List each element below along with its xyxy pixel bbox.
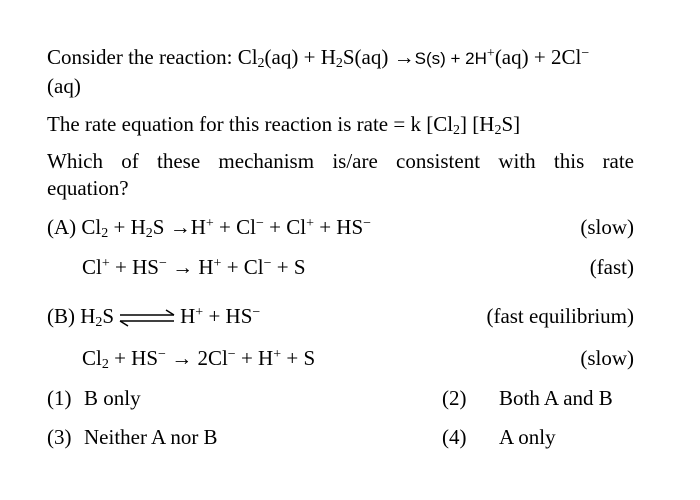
superscript: + (205, 216, 214, 231)
text: H (198, 255, 214, 279)
reaction-arrow: → (166, 255, 199, 279)
text: + Cl (213, 215, 256, 239)
question-line: Which of these mechanism is/are consistent with this rate (47, 149, 634, 173)
subscript: 2 (257, 56, 265, 71)
text: The rate equation for this reaction is rate = k [Cl (47, 112, 454, 136)
text: 2Cl (197, 346, 228, 370)
reaction-arrow: → (393, 45, 415, 69)
mechanism-b-step1-rate: (fast equilibrium) (486, 304, 634, 328)
text: + Cl (221, 255, 264, 279)
option-text: Neither A nor B (84, 425, 218, 449)
text: Cl (82, 346, 102, 370)
text: H (190, 215, 206, 239)
mechanism-b-step2-rate: (slow) (580, 346, 634, 370)
question-line-cont: equation? (47, 176, 129, 200)
text: ] [H (460, 112, 495, 136)
superscript: + (213, 256, 222, 271)
option-text: B only (84, 386, 141, 410)
subscript: 2 (101, 226, 109, 241)
text: (aq) + 2Cl (494, 45, 582, 69)
option-number: (2) (442, 386, 467, 410)
subscript: 2 (335, 56, 343, 71)
reaction-line (47, 44, 589, 72)
superscript: − (363, 216, 372, 231)
mechanism-a-step2 (82, 254, 306, 280)
mechanism-a-step2-rate: (fast) (589, 255, 634, 279)
text: + H (235, 346, 274, 370)
text: + Cl (263, 215, 307, 239)
text: + S (271, 255, 306, 279)
mechanism-b-step1 (47, 303, 260, 329)
superscript: + (195, 305, 204, 320)
text: S(aq) (342, 45, 389, 69)
text: S] (501, 112, 521, 136)
text: Cl (82, 255, 102, 279)
text: + S (281, 346, 316, 370)
subscript: 2 (101, 357, 109, 372)
superscript: + (101, 256, 110, 271)
text: S(s) + 2H (414, 49, 487, 68)
superscript: − (255, 216, 264, 231)
option-number: (4) (442, 425, 467, 449)
option-text: A only (499, 425, 556, 449)
option-text: Both A and B (499, 386, 613, 410)
text: + HS (203, 304, 253, 328)
superscript: − (227, 347, 236, 362)
mechanism-b-step2 (82, 345, 315, 371)
text: S (152, 215, 170, 239)
superscript: − (158, 256, 167, 271)
text: (A) Cl (47, 215, 102, 239)
text: + H (108, 215, 146, 239)
superscript: − (252, 305, 261, 320)
option-number: (1) (47, 386, 72, 410)
text: + HS (109, 255, 159, 279)
reaction-arrow: → (165, 346, 198, 370)
mechanism-a-step1-rate: (slow) (580, 215, 634, 239)
text: (B) H (47, 304, 96, 328)
rate-equation-line (47, 111, 520, 137)
superscript: + (306, 216, 314, 231)
superscript: − (263, 256, 272, 271)
superscript: − (581, 46, 590, 61)
text: Consider the reaction: Cl (47, 45, 258, 69)
subscript: 2 (453, 123, 461, 138)
reaction-arrow: → (169, 215, 191, 239)
text: S (102, 304, 115, 328)
text: + HS (108, 346, 159, 370)
reaction-line-cont: (aq) (47, 74, 81, 98)
subscript: 2 (145, 226, 153, 241)
superscript: + (486, 46, 495, 61)
text: H (180, 304, 196, 328)
text: + HS (313, 215, 364, 239)
text: (aq) + H (264, 45, 336, 69)
subscript: 2 (494, 123, 502, 138)
subscript: 2 (95, 315, 103, 330)
mechanism-a-step1 (47, 214, 371, 240)
superscript: + (273, 347, 282, 362)
superscript: − (158, 347, 166, 362)
equilibrium-arrow-icon (116, 309, 178, 327)
option-number: (3) (47, 425, 72, 449)
